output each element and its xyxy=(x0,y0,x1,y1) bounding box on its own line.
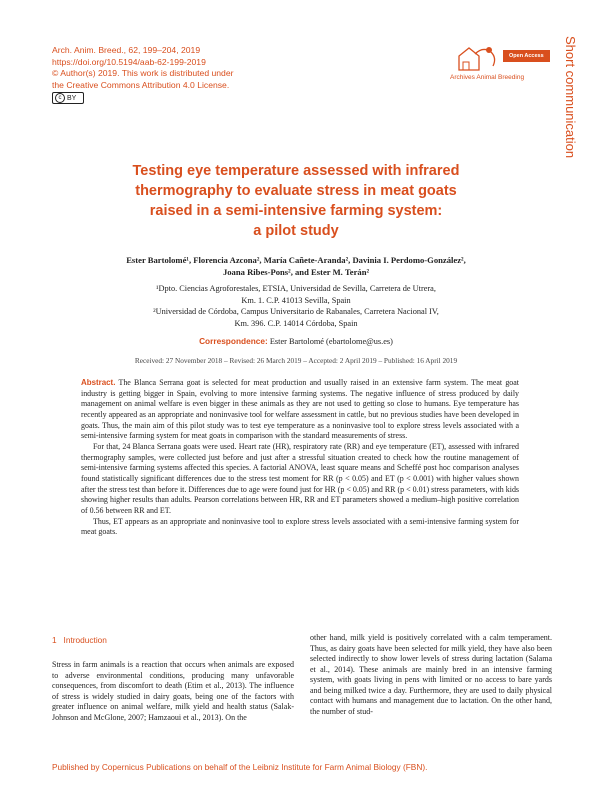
journal-name: Archives Animal Breeding xyxy=(450,74,525,81)
authors-line: Joana Ribes-Pons², and Ester M. Terán² xyxy=(222,267,370,277)
cc-icon: c xyxy=(55,93,65,103)
body-paragraph: Stress in farm animals is a reaction that occurs when animals are exposed to adverse environmental conditions, producing many unfavorable consequences, from discomfort to death (Etim et al., 2013). The influence of stress is widely studied in dairy goats, being one of the factors with greater influence on animal welfare, milk yield and health status (Salak-Johnson and McGlone, 2007; Hamzaoui et al., 2013). On the xyxy=(52,660,294,722)
correspondence-text[interactable]: Ester Bartolomé (ebartolome@us.es) xyxy=(267,337,393,346)
abstract-p1: The Blanca Serrana goat is selected for meat production and usually raised in an extensive farm system. The meat goat industry is getting bigger in Spain, evolving to more intensive farming systems. The negative influence of stress produced by daily management on animal welfare is even bigger in these animals as they are not used to getting so close to humans. Eye temperature has recently appeared as an appropriate and noninvasive tool for welfare assessment in cattle, but no previous studies have been developed in goats. Thus, the main aim of this pilot study was to test eye temperature as a noninvasive tool to explore stress levels associated with a semi-intensive farming system for meat goats in comparison with the standard measurements of stress. xyxy=(81,378,519,441)
abstract xyxy=(81,378,519,538)
title-line: Testing eye temperature assessed with infrared xyxy=(132,163,460,179)
paper-title xyxy=(60,161,532,241)
affiliation-line: ²Universidad de Córdoba, Campus Universitario de Rabanales, Carretera Nacional IV, xyxy=(153,307,439,316)
title-line: raised in a semi-intensive farming system: xyxy=(149,203,443,219)
abstract-paragraph: For that, 24 Blanca Serrana goats were used. Heart rate (HR), respiratory rate (RR) and eye temperature (ET), assessed with infrared thermography samples, were collected just before and just after a stressful situation created to check how the routine management of semi-intensive farming systems affected this species. A factorial ANOVA, least square means and Scheffé post hoc comparison analyses found statistically significant differences due to the stress test moment for RR (p < 0.05) and ET (p < 0.001) with higher values shown after the stress test than before it. Differences due to age were found just for HR (p < 0.05) and RR (p < 0.01) stress parameters, with kids showing higher results than adults. Pearson correlations between HR, RR and ET parameters showed a medium–high positive correlation of 0.56 between RR and ET. xyxy=(81,441,519,515)
publication-dates: Received: 27 November 2018 – Revised: 26 March 2019 – Accepted: 2 April 2019 – Published: 16 April 2019 xyxy=(134,356,458,365)
body-paragraph: other hand, milk yield is positively correlated with a calm temperament. Thus, as dairy goats have been selected for milk yield, they have also been selected indirectly to show lower levels of stress during lactation (Salama et al., 2014). These animals are mainly bred in an intensive farming system, with goats living in pens with limited or no access to bare yards and being milked twice a day. Furthermore, they are used to daily physical contact with humans and management due to lactation. On the other hand, the number of stud- xyxy=(310,633,552,716)
license-link[interactable]: the Creative Commons Attribution 4.0 License. xyxy=(52,79,230,90)
body-column-right xyxy=(310,633,552,717)
article-type-text: Short communication xyxy=(563,36,578,159)
correspondence-label: Correspondence: xyxy=(199,336,268,346)
copyright-line: © Author(s) 2019. This work is distributed under xyxy=(52,68,234,78)
abstract-label: Abstract. xyxy=(81,378,116,387)
cc-badge-label: BY xyxy=(67,94,77,102)
affiliations xyxy=(60,283,532,329)
open-access-badge: Open Access xyxy=(503,50,550,62)
journal-logo-icon xyxy=(455,40,501,72)
title-line: a pilot study xyxy=(253,223,339,239)
affiliation-line: Km. 396. C.P. 14014 Córdoba, Spain xyxy=(234,318,358,328)
title-line: thermography to evaluate stress in meat goats xyxy=(135,183,457,199)
authors-line: Ester Bartolomé¹, Florencia Azcona², María Cañete-Aranda², Davinia I. Perdomo-González², xyxy=(126,255,466,265)
journal-citation-header xyxy=(52,45,233,91)
doi-link[interactable]: https://doi.org/10.5194/aab-62-199-2019 xyxy=(52,56,206,67)
article-type-label xyxy=(564,36,584,206)
publisher-footer: Published by Copernicus Publications on behalf of the Leibniz Institute for Farm Animal Biology (FBN). xyxy=(52,762,428,772)
section-heading xyxy=(52,635,107,645)
cc-by-badge[interactable] xyxy=(52,92,84,104)
abstract-paragraph xyxy=(81,378,519,442)
affiliation-line: ¹Dpto. Ciencias Agroforestales, ETSIA, Universidad de Sevilla, Carretera de Utrera, xyxy=(156,284,436,293)
author-list xyxy=(60,254,532,278)
journal-logo xyxy=(450,40,555,90)
section-number: 1 xyxy=(52,635,57,645)
abstract-paragraph: Thus, ET appears as an appropriate and noninvasive tool to explore stress levels associated with a semi-intensive farming system for meat goats. xyxy=(81,516,519,537)
affiliation-line: Km. 1. C.P. 41013 Sevilla, Spain xyxy=(241,295,351,305)
section-title: Introduction xyxy=(63,635,107,645)
body-column-left xyxy=(52,660,294,723)
citation-line: Arch. Anim. Breed., 62, 199–204, 2019 xyxy=(52,45,201,55)
correspondence xyxy=(60,336,532,346)
